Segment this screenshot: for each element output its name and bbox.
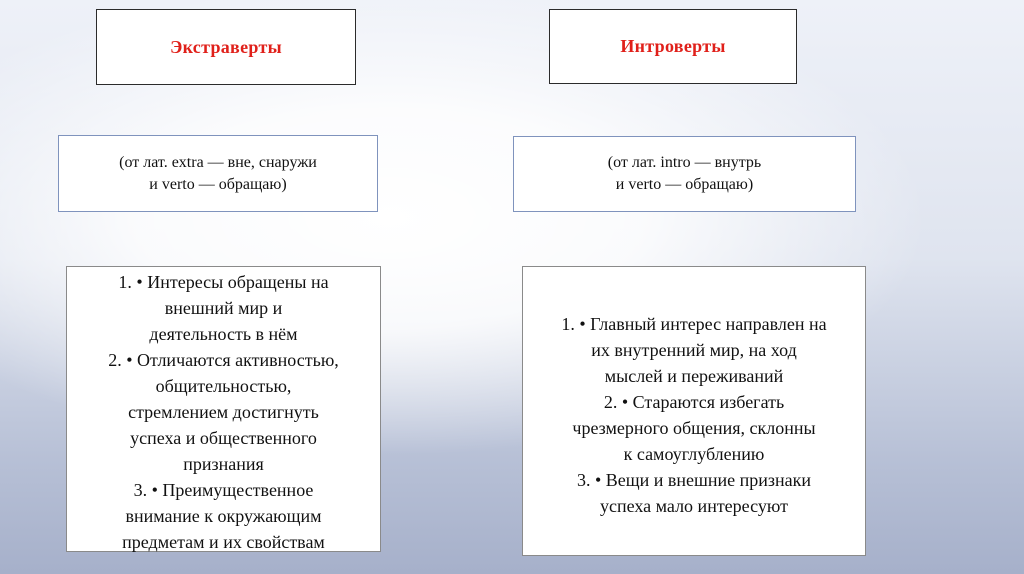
extraverts-etymology-line: и verto — обращаю) <box>149 175 287 193</box>
extraverts-etymology-box <box>58 135 378 212</box>
trait-line: стремлением достигнуть <box>128 402 319 422</box>
trait-line: общительностью, <box>155 376 292 396</box>
introverts-title: Интроверты <box>620 36 726 56</box>
extraverts-title: Экстраверты <box>170 36 282 57</box>
trait-line: их внутренний мир, на ход <box>591 340 797 360</box>
trait-line: деятельность в нём <box>149 324 298 344</box>
extraverts-trait-item <box>67 477 380 555</box>
trait-line: успеха и общественного <box>130 428 317 448</box>
trait-line: 2. • Отличаются активностью, <box>108 350 339 370</box>
extraverts-traits-box <box>66 266 381 552</box>
introverts-etymology-line: и verto — обращаю) <box>615 176 754 193</box>
introverts-traits-box <box>522 266 866 556</box>
extraverts-etymology-line: (от лат. extra — вне, снаружи <box>119 153 317 171</box>
trait-line: признания <box>183 454 264 474</box>
trait-line: 3. • Вещи и внешние признаки <box>576 470 812 490</box>
introverts-etymology-line: (от лат. intro — внутрь <box>607 154 762 171</box>
introverts-trait-item <box>523 389 865 467</box>
trait-line: мыслей и переживаний <box>604 366 784 386</box>
extraverts-title-box <box>96 9 356 85</box>
trait-line: внешний мир и <box>164 298 283 318</box>
extraverts-trait-item <box>67 269 380 347</box>
trait-line: чрезмерного общения, склонны <box>572 418 816 438</box>
extraverts-traits-list <box>67 269 380 555</box>
introverts-title-box <box>549 9 797 84</box>
trait-line: 1. • Интересы обращены на <box>118 272 329 292</box>
extraverts-trait-item <box>67 347 380 477</box>
trait-line: к самоуглублению <box>623 444 765 464</box>
introverts-traits-list <box>523 311 865 519</box>
trait-line: 2. • Стараются избегать <box>603 392 785 412</box>
trait-line: предметам и их свойствам <box>122 532 325 552</box>
trait-line: успеха мало интересуют <box>600 496 788 516</box>
trait-line: внимание к окружающим <box>125 506 322 526</box>
trait-line: 1. • Главный интерес направлен на <box>561 314 827 334</box>
introverts-trait-item <box>523 311 865 389</box>
introverts-trait-item <box>523 467 865 519</box>
trait-line: 3. • Преимущественное <box>133 480 314 500</box>
introverts-etymology-box <box>513 136 856 212</box>
